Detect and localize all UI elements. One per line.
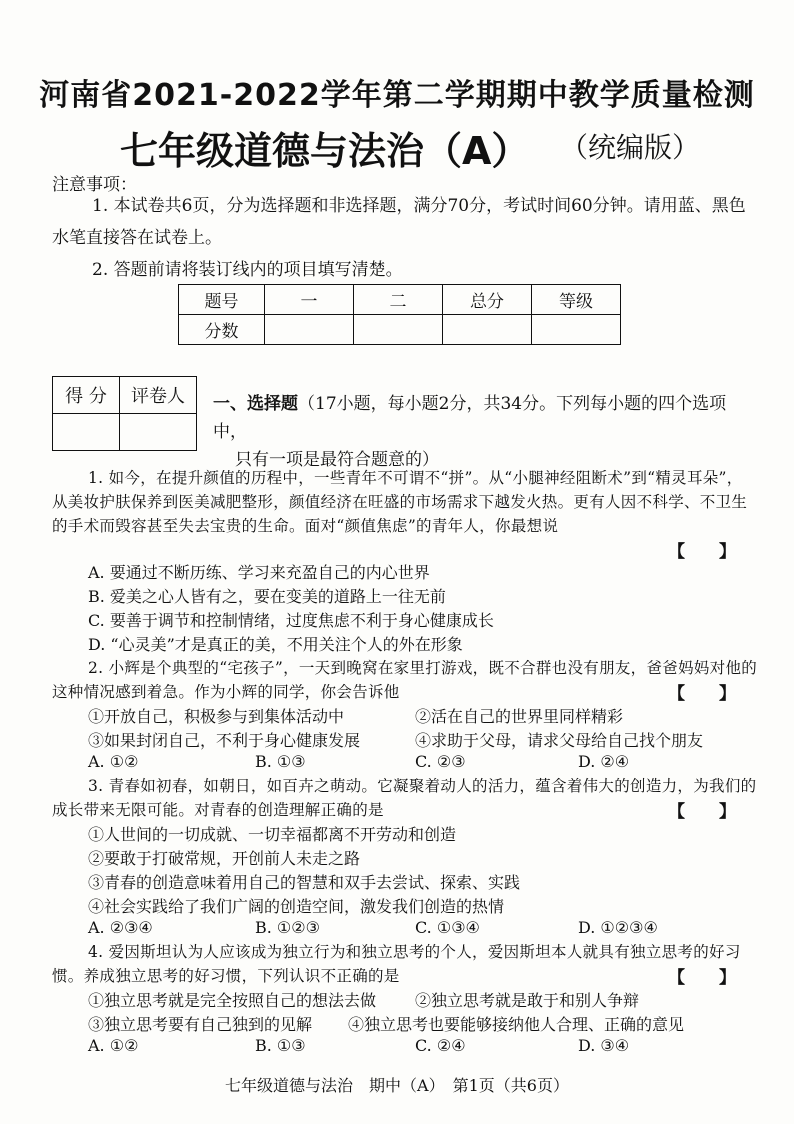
- section-1-title: 一、选择题: [213, 394, 298, 414]
- answer-bracket[interactable]: 【 】: [668, 542, 736, 562]
- score-cell[interactable]: [265, 315, 354, 345]
- q2-statement-3: ③如果封闭自己，不利于身心健康发展: [88, 731, 361, 750]
- q4-option-a: A. ①②: [88, 1036, 139, 1055]
- q2-statement-4: ④求助于父母，请求父母给自己找个朋友: [415, 731, 704, 750]
- exam-edition: （统编版）: [560, 131, 701, 164]
- score-table-header: 总分: [443, 285, 532, 315]
- score-table-header: 一: [265, 285, 354, 315]
- grader-name-label: 评卷人: [120, 377, 197, 414]
- q1-option-b: B. 爱美之心人皆有之，要在变美的道路上一往无前: [88, 587, 446, 606]
- score-table: [178, 284, 621, 345]
- score-cell[interactable]: [532, 315, 621, 345]
- grader-table: [52, 376, 197, 451]
- q4-statement-1: ①独立思考就是完全按照自己的想法去做: [88, 991, 377, 1010]
- q4-statement-4: ④独立思考也要能够接纳他人合理、正确的意见: [348, 1015, 685, 1034]
- score-table-header: 题号: [179, 285, 265, 315]
- q4-option-d: D. ③④: [578, 1036, 630, 1055]
- q2-option-d: D. ②④: [578, 752, 630, 771]
- score-cell[interactable]: [443, 315, 532, 345]
- notes-heading: 注意事项：: [52, 175, 137, 195]
- q2-statement-2: ②活在自己的世界里同样精彩: [415, 707, 624, 726]
- section-1-desc: （17小题，每小题2分，共34分。下列每小题的四个选项中，: [213, 394, 727, 442]
- q3-statement-3: ③青春的创造意味着用自己的智慧和双手去尝试、探索、实践: [88, 873, 521, 892]
- q4-statement-3: ③独立思考要有自己独到的见解: [88, 1015, 313, 1034]
- score-table-header: 等级: [532, 285, 621, 315]
- note-item-2: 2. 答题前请将装订线内的项目填写清楚。: [92, 260, 403, 280]
- q3-option-c: C. ①③④: [415, 918, 480, 937]
- grader-score-label: 得 分: [53, 377, 120, 414]
- q4-option-c: C. ②④: [415, 1036, 466, 1055]
- score-table-header: 二: [354, 285, 443, 315]
- q4-statement-2: ②独立思考就是敢于和别人争辩: [415, 991, 640, 1010]
- grader-name-cell[interactable]: [120, 414, 197, 451]
- exam-title: 河南省2021-2022学年第二学期期中教学质量检测: [39, 78, 755, 113]
- score-row-label: 分数: [179, 315, 265, 345]
- page-footer: 七年级道德与法治 期中（A） 第1页（共6页）: [225, 1076, 569, 1095]
- exam-subject: 七年级道德与法治（A）: [120, 129, 530, 173]
- q3-statement-2: ②要敢于打破常规，开创前人未走之路: [88, 849, 361, 868]
- score-cell[interactable]: [354, 315, 443, 345]
- q4-option-b: B. ①③: [255, 1036, 306, 1055]
- question-1-stem: 1. 如今，在提升颜值的历程中，一些青年不可谓不“拼”。从“小腿神经阻断术”到“精灵耳朵”，从美妆护肤保养到医美减肥整形，颜值经济在旺盛的市场需求下越发火热。更有人因不科学、不卫生的手术而毁容甚至失去宝贵的生命。面对“颜值焦虑”的青年人，你最想说: [52, 469, 748, 535]
- score-table-row: [179, 315, 621, 345]
- q3-statement-4: ④社会实践给了我们广阔的创造空间，激发我们创造的热情: [88, 897, 505, 916]
- score-table-header-row: [179, 285, 621, 315]
- q2-option-c: C. ②③: [415, 752, 466, 771]
- q3-statement-1: ①人世间的一切成就、一切幸福都离不开劳动和创造: [88, 825, 457, 844]
- answer-bracket[interactable]: 【 】: [668, 968, 736, 988]
- q1-option-a: A. 要通过不断历练、学习来充盈自己的内心世界: [88, 563, 430, 582]
- section-1-desc-cont: 只有一项是最符合题意的）: [235, 450, 439, 470]
- q1-option-d: D. “心灵美”才是真正的美，不用关注个人的外在形象: [88, 635, 463, 654]
- q3-option-a: A. ②③④: [88, 918, 153, 937]
- grader-score-cell[interactable]: [53, 414, 120, 451]
- note-item-1: 1. 本试卷共6页，分为选择题和非选择题，满分70分，考试时间60分钟。请用蓝、黑色水笔直接答在试卷上。: [52, 196, 746, 248]
- q2-statement-1: ①开放自己，积极参与到集体活动中: [88, 707, 345, 726]
- question-2-stem: 2. 小辉是个典型的“宅孩子”，一天到晚窝在家里打游戏，既不合群也没有朋友，爸爸妈妈对他的这种情况感到着急。作为小辉的同学，你会告诉他: [52, 659, 758, 701]
- question-3-stem: 3. 青春如初春，如朝日，如百卉之萌动。它凝聚着动人的活力，蕴含着伟大的创造力，为我们的成长带来无限可能。对青春的创造理解正确的是: [52, 777, 757, 819]
- section-1-heading: [213, 390, 753, 474]
- answer-bracket[interactable]: 【 】: [668, 802, 736, 822]
- q3-option-b: B. ①②③: [255, 918, 320, 937]
- question-4-stem: 4. 爱因斯坦认为人应该成为独立行为和独立思考的个人，爱因斯坦本人就具有独立思考的好习惯。养成独立思考的好习惯，下列认识不正确的是: [52, 943, 741, 985]
- q3-option-d: D. ①②③④: [578, 918, 658, 937]
- q2-option-b: B. ①③: [255, 752, 306, 771]
- q2-option-a: A. ①②: [88, 752, 139, 771]
- answer-bracket[interactable]: 【 】: [668, 684, 736, 704]
- q1-option-c: C. 要善于调节和控制情绪，过度焦虑不利于身心健康成长: [88, 611, 494, 630]
